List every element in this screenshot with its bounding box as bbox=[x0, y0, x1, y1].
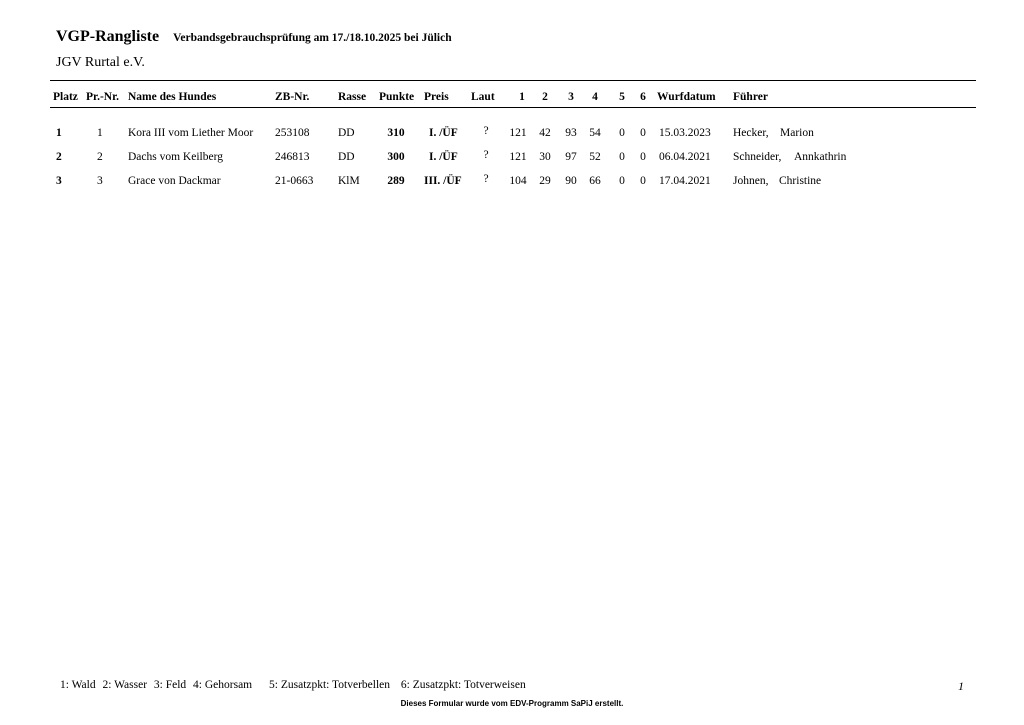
cell-f5: 0 bbox=[619, 151, 625, 163]
cell-f4: 54 bbox=[589, 127, 601, 139]
cell-f1: 121 bbox=[509, 127, 527, 139]
cell-punkte: 310 bbox=[387, 127, 405, 139]
cell-punkte: 300 bbox=[387, 151, 405, 163]
cell-prnr: 3 bbox=[97, 175, 103, 187]
cell-f1: 121 bbox=[509, 151, 527, 163]
cell-wurfdatum: 06.04.2021 bbox=[659, 151, 711, 163]
cell-laut: ? bbox=[483, 173, 489, 185]
cell-zb: 253108 bbox=[275, 127, 310, 139]
cell-fuehrer-last: Johnen, bbox=[733, 175, 769, 187]
column-header-preis: Preis bbox=[424, 91, 449, 103]
cell-zb: 21-0663 bbox=[275, 175, 314, 187]
cell-fuehrer-last: Hecker, bbox=[733, 127, 769, 139]
report-header bbox=[56, 28, 452, 46]
column-header-rasse: Rasse bbox=[338, 91, 367, 103]
column-header-f6: 6 bbox=[640, 91, 646, 103]
column-header-f5: 5 bbox=[619, 91, 625, 103]
column-header-f2: 2 bbox=[542, 91, 548, 103]
cell-f2: 29 bbox=[539, 175, 551, 187]
cell-wurfdatum: 15.03.2023 bbox=[659, 127, 711, 139]
column-header-fuehrer: Führer bbox=[733, 91, 768, 103]
cell-platz: 1 bbox=[56, 127, 62, 139]
cell-f6: 0 bbox=[640, 127, 646, 139]
cell-name: Grace von Dackmar bbox=[128, 175, 221, 187]
cell-rasse: KlM bbox=[338, 175, 360, 187]
cell-fuehrer-last: Schneider, bbox=[733, 151, 782, 163]
cell-f3: 97 bbox=[565, 151, 577, 163]
cell-laut: ? bbox=[483, 149, 489, 161]
cell-preis: I. /ÜF bbox=[429, 127, 458, 139]
cell-platz: 2 bbox=[56, 151, 62, 163]
column-header-punkte: Punkte bbox=[379, 91, 415, 103]
cell-preis: III. /ÜF bbox=[424, 175, 462, 187]
cell-f3: 93 bbox=[565, 127, 577, 139]
column-header-laut: Laut bbox=[471, 91, 495, 103]
cell-wurfdatum: 17.04.2021 bbox=[659, 175, 711, 187]
cell-f2: 42 bbox=[539, 127, 551, 139]
column-header-f1: 1 bbox=[519, 91, 525, 103]
legend-item: 6: Zusatzpkt: Totverweisen bbox=[400, 679, 526, 691]
legend-item: 1: Wald bbox=[60, 679, 96, 691]
column-header-wurfdatum: Wurfdatum bbox=[657, 91, 716, 103]
legend-item: 2: Wasser bbox=[102, 679, 148, 691]
cell-f6: 0 bbox=[640, 151, 646, 163]
header-top-rule bbox=[50, 80, 976, 81]
cell-fuehrer-first: Annkathrin bbox=[794, 151, 847, 163]
cell-laut: ? bbox=[483, 125, 489, 137]
legend-item: 4: Gehorsam bbox=[193, 679, 253, 691]
cell-fuehrer-first: Christine bbox=[779, 175, 822, 187]
column-header-zb: ZB-Nr. bbox=[275, 91, 310, 103]
cell-fuehrer-first: Marion bbox=[780, 127, 814, 139]
report-title: VGP-Rangliste bbox=[56, 28, 160, 45]
column-header-prnr: Pr.-Nr. bbox=[86, 91, 120, 103]
column-header-f3: 3 bbox=[568, 91, 574, 103]
cell-f3: 90 bbox=[565, 175, 577, 187]
cell-rasse: DD bbox=[338, 127, 355, 139]
column-header-platz: Platz bbox=[53, 91, 78, 103]
cell-f1: 104 bbox=[509, 175, 527, 187]
cell-f5: 0 bbox=[619, 127, 625, 139]
cell-platz: 3 bbox=[56, 175, 62, 187]
cell-preis: I. /ÜF bbox=[429, 151, 458, 163]
header-bottom-rule bbox=[50, 107, 976, 108]
cell-prnr: 1 bbox=[97, 127, 103, 139]
report-subtitle: Verbandsgebrauchsprüfung am 17./18.10.2025 bei Jülich bbox=[173, 32, 452, 44]
legend-item: 5: Zusatzpkt: Totverbellen bbox=[269, 679, 390, 691]
club-name: JGV Rurtal e.V. bbox=[56, 55, 145, 70]
column-header-name: Name des Hundes bbox=[128, 91, 217, 103]
cell-rasse: DD bbox=[338, 151, 355, 163]
cell-f4: 52 bbox=[589, 151, 601, 163]
cell-name: Dachs vom Keilberg bbox=[128, 151, 223, 163]
cell-f6: 0 bbox=[640, 175, 646, 187]
cell-prnr: 2 bbox=[97, 151, 103, 163]
cell-punkte: 289 bbox=[387, 175, 405, 187]
cell-zb: 246813 bbox=[275, 151, 310, 163]
page-number: 1 bbox=[958, 679, 964, 693]
cell-f2: 30 bbox=[539, 151, 551, 163]
footer-legend bbox=[60, 679, 530, 691]
cell-f5: 0 bbox=[619, 175, 625, 187]
software-credit: Dieses Formular wurde vom EDV-Programm SaPiJ erstellt. bbox=[400, 699, 624, 708]
cell-f4: 66 bbox=[589, 175, 601, 187]
cell-name: Kora III vom Liether Moor bbox=[128, 127, 254, 139]
legend-item: 3: Feld bbox=[153, 679, 187, 691]
column-header-f4: 4 bbox=[592, 91, 598, 103]
